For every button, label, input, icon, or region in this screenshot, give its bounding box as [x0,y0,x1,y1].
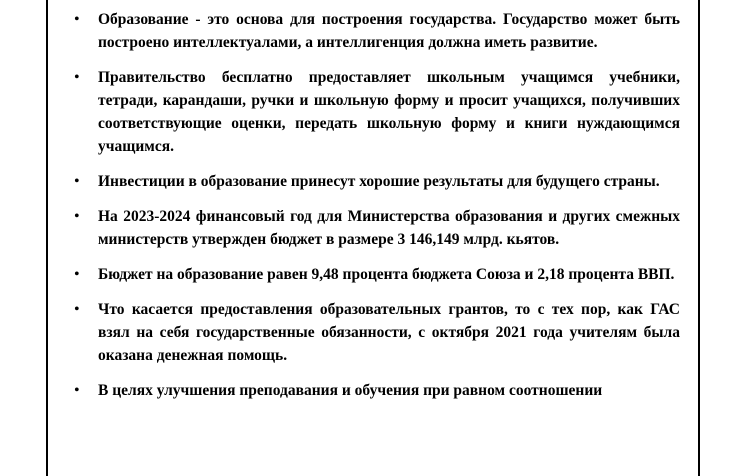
bullet-icon: • [74,266,80,283]
list-item-text: Образование - это основа для построения государства. Государство может быть построено интеллектуалами, а интеллигенция должна иметь развитие. [98,11,680,51]
bullet-icon: • [74,208,80,225]
list-item-text: Инвестиции в образование принесут хорошие результаты для будущего страны. [98,173,660,190]
list-item [70,8,680,54]
bullet-icon: • [74,69,80,86]
bullet-icon: • [74,382,80,399]
list-item-text: На 2023-2024 финансовый год для Министерства образования и других смежных министерств утвержден бюджет в размере 3 146,149 млрд. кьятов. [98,208,680,248]
list-item [70,170,680,193]
list-item-text: В целях улучшения преподавания и обучения при равном соотношении [98,382,603,399]
list-item [70,66,680,158]
list-item [70,379,680,402]
bullet-icon: • [74,301,80,318]
list-item-text: Бюджет на образование равен 9,48 процента бюджета Союза и 2,18 процента ВВП. [98,266,675,283]
bullet-icon: • [74,11,80,28]
list-item-text: Что касается предоставления образовательных грантов, то с тех пор, как ГАС взял на себя государственные обязанности, с октября 2021 года учителям была оказана денежная помощь. [98,301,680,364]
list-item [70,298,680,367]
bullet-icon: • [74,173,80,190]
list-item [70,205,680,251]
bullet-list [70,8,680,414]
list-item-text: Правительство бесплатно предоставляет школьным учащимся учебники, тетради, карандаши, ручки и школьную форму и просит учащихся, получивших соответствующие оценки, передать школьную форму и книги нуждающимся учащимся. [98,69,680,155]
list-item [70,263,680,286]
